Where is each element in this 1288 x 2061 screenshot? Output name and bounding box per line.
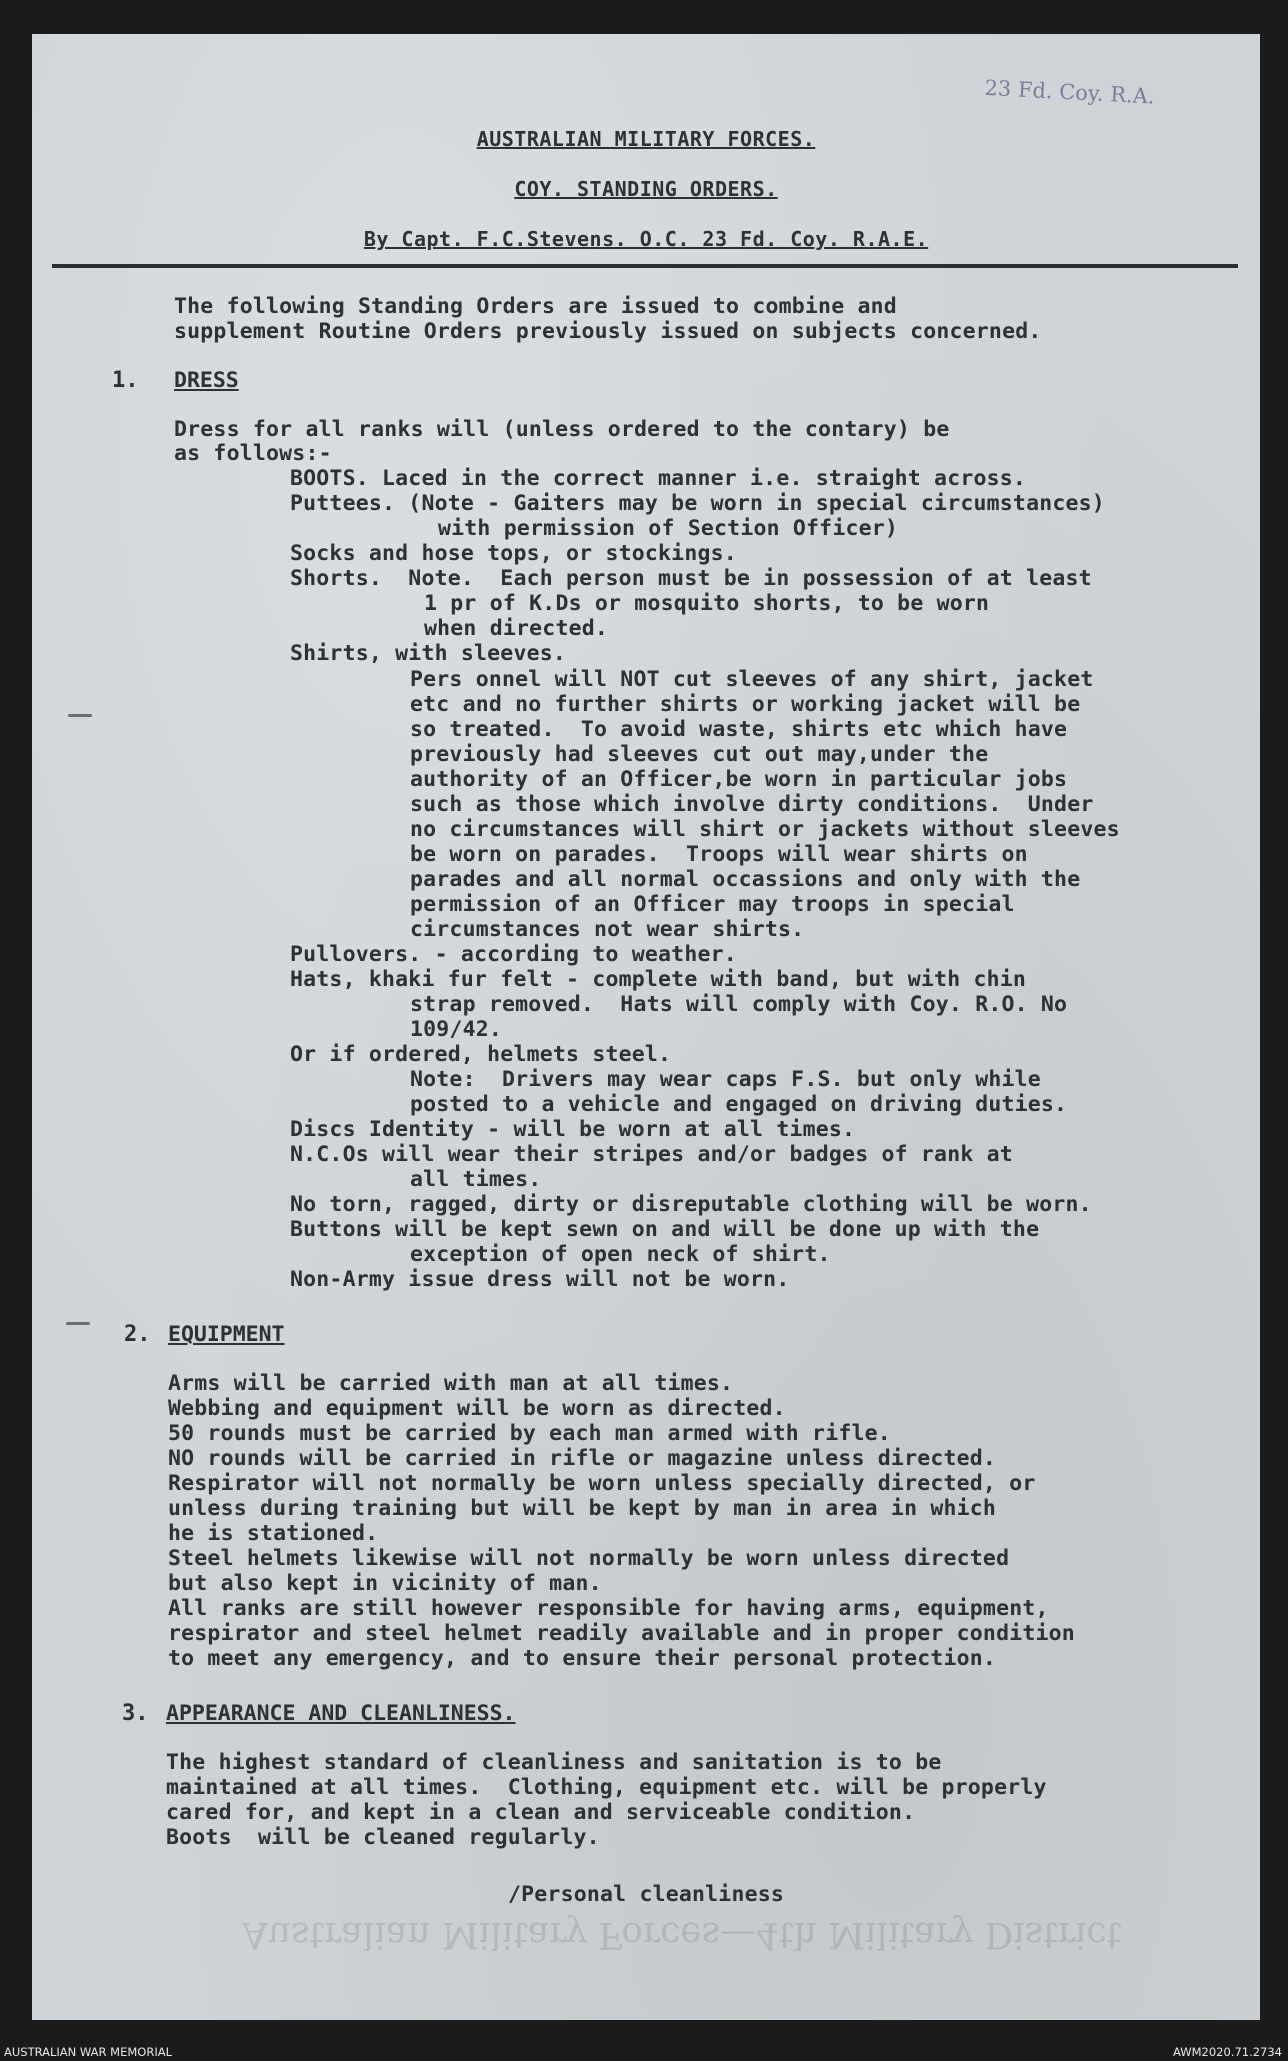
appearance-line: The highest standard of cleanliness and sanitation is to be	[166, 1750, 942, 1775]
dress-line: permission of an Officer may troops in special	[410, 892, 1015, 917]
dress-line: 109/42.	[410, 1017, 503, 1042]
document-byline: By Capt. F.C.Stevens. O.C. 23 Fd. Coy. R.A.E.	[363, 227, 929, 251]
section-title-equipment: EQUIPMENT	[168, 1322, 285, 1347]
dress-line: Puttees. (Note - Gaiters may be worn in special circumstances)	[290, 491, 1105, 516]
dress-line: authority of an Officer,be worn in particular jobs	[410, 767, 1068, 792]
equipment-line: unless during training but will be kept by man in area in which	[168, 1496, 997, 1521]
margin-mark	[68, 714, 92, 717]
dress-line: Hats, khaki fur felt - complete with band, but with chin	[290, 967, 1027, 992]
section-title-appearance: APPEARANCE AND CLEANLINESS.	[166, 1701, 516, 1726]
intro-line: supplement Routine Orders previously issued on subjects concerned.	[174, 319, 1042, 344]
dress-line: Or if ordered, helmets steel.	[290, 1042, 672, 1067]
dress-line: No torn, ragged, dirty or disreputable clothing will be worn.	[290, 1192, 1092, 1217]
equipment-line: Webbing and equipment will be worn as directed.	[168, 1396, 786, 1421]
section-number: 2.	[124, 1322, 151, 1347]
equipment-line: but also kept in vicinity of man.	[168, 1571, 602, 1596]
document-title: AUSTRALIAN MILITARY FORCES.	[476, 127, 816, 151]
dress-line: such as those which involve dirty conditions. Under	[410, 792, 1094, 817]
dress-line: no circumstances will shirt or jackets without sleeves	[410, 817, 1120, 842]
dress-line: exception of open neck of shirt.	[410, 1242, 831, 1267]
show-through-letterhead: Australian Military Forces—4th Military District	[242, 1914, 1122, 1955]
equipment-line: 50 rounds must be carried by each man armed with rifle.	[168, 1421, 891, 1446]
appearance-line: cared for, and kept in a clean and serviceable condition.	[166, 1800, 916, 1825]
header-divider	[52, 264, 1238, 268]
equipment-line: respirator and steel helmet readily available and in proper condition	[168, 1621, 1075, 1646]
section-number: 1.	[112, 368, 139, 393]
intro-line: The following Standing Orders are issued to combine and	[174, 294, 897, 319]
equipment-line: to meet any emergency, and to ensure their personal protection.	[168, 1646, 997, 1671]
dress-line: circumstances not wear shirts.	[410, 917, 805, 942]
dress-line: when directed.	[424, 616, 609, 641]
dress-line: Dress for all ranks will (unless ordered to the contary) be	[174, 417, 950, 442]
dress-line: as follows:-	[174, 441, 332, 466]
dress-line: with permission of Section Officer)	[438, 516, 899, 541]
dress-line: strap removed. Hats will comply with Coy. R.O. No	[410, 992, 1068, 1017]
dress-line: Non-Army issue dress will not be worn.	[290, 1267, 790, 1292]
margin-mark	[66, 1322, 90, 1325]
dress-line: Shirts, with sleeves.	[290, 641, 567, 666]
equipment-line: NO rounds will be carried in rifle or magazine unless directed.	[168, 1446, 997, 1471]
dress-line: Discs Identity - will be worn at all times.	[290, 1117, 856, 1142]
dress-line: so treated. To avoid waste, shirts etc which have	[410, 717, 1068, 742]
dress-line: previously had sleeves cut out may,under the	[410, 742, 989, 767]
document-subtitle: COY. STANDING ORDERS.	[514, 177, 778, 201]
appearance-line: maintained at all times. Clothing, equipment etc. will be properly	[166, 1775, 1047, 1800]
equipment-line: Steel helmets likewise will not normally be worn unless directed	[168, 1546, 1010, 1571]
archive-credit: AUSTRALIAN WAR MEMORIAL	[4, 2045, 172, 2059]
dress-line: Pers onnel will NOT cut sleeves of any shirt, jacket	[410, 667, 1094, 692]
dress-line: N.C.Os will wear their stripes and/or badges of rank at	[290, 1142, 1013, 1167]
dress-line: posted to a vehicle and engaged on driving duties.	[410, 1092, 1068, 1117]
archive-reference: AWM2020.71.2734	[1172, 2045, 1282, 2059]
equipment-line: Arms will be carried with man at all times.	[168, 1371, 734, 1396]
equipment-line: All ranks are still however responsible for having arms, equipment,	[168, 1596, 1049, 1621]
dress-line: be worn on parades. Troops will wear shirts on	[410, 842, 1028, 867]
appearance-line: Boots will be cleaned regularly.	[166, 1825, 600, 1850]
document-page	[32, 34, 1260, 2020]
dress-line: BOOTS. Laced in the correct manner i.e. straight across.	[290, 466, 1027, 491]
dress-line: Note: Drivers may wear caps F.S. but only while	[410, 1067, 1041, 1092]
dress-line: Buttons will be kept sewn on and will be done up with the	[290, 1217, 1040, 1242]
dress-line: 1 pr of K.Ds or mosquito shorts, to be worn	[424, 591, 990, 616]
dress-line: parades and all normal occassions and only with the	[410, 867, 1081, 892]
equipment-line: Respirator will not normally be worn unless specially directed, or	[168, 1471, 1036, 1496]
dress-line: Shorts. Note. Each person must be in possession of at least	[290, 566, 1092, 591]
dress-line: etc and no further shirts or working jacket will be	[410, 692, 1081, 717]
section-number: 3.	[122, 1701, 149, 1726]
section-title-dress: DRESS	[174, 368, 239, 393]
equipment-line: he is stationed.	[168, 1521, 379, 1546]
dress-line: Pullovers. - according to weather.	[290, 942, 737, 967]
dress-line: all times.	[410, 1167, 542, 1192]
unit-stamp: 23 Fd. Coy. R.A.	[983, 75, 1156, 109]
continuation-note: /Personal cleanliness	[508, 1882, 785, 1907]
dress-line: Socks and hose tops, or stockings.	[290, 541, 737, 566]
